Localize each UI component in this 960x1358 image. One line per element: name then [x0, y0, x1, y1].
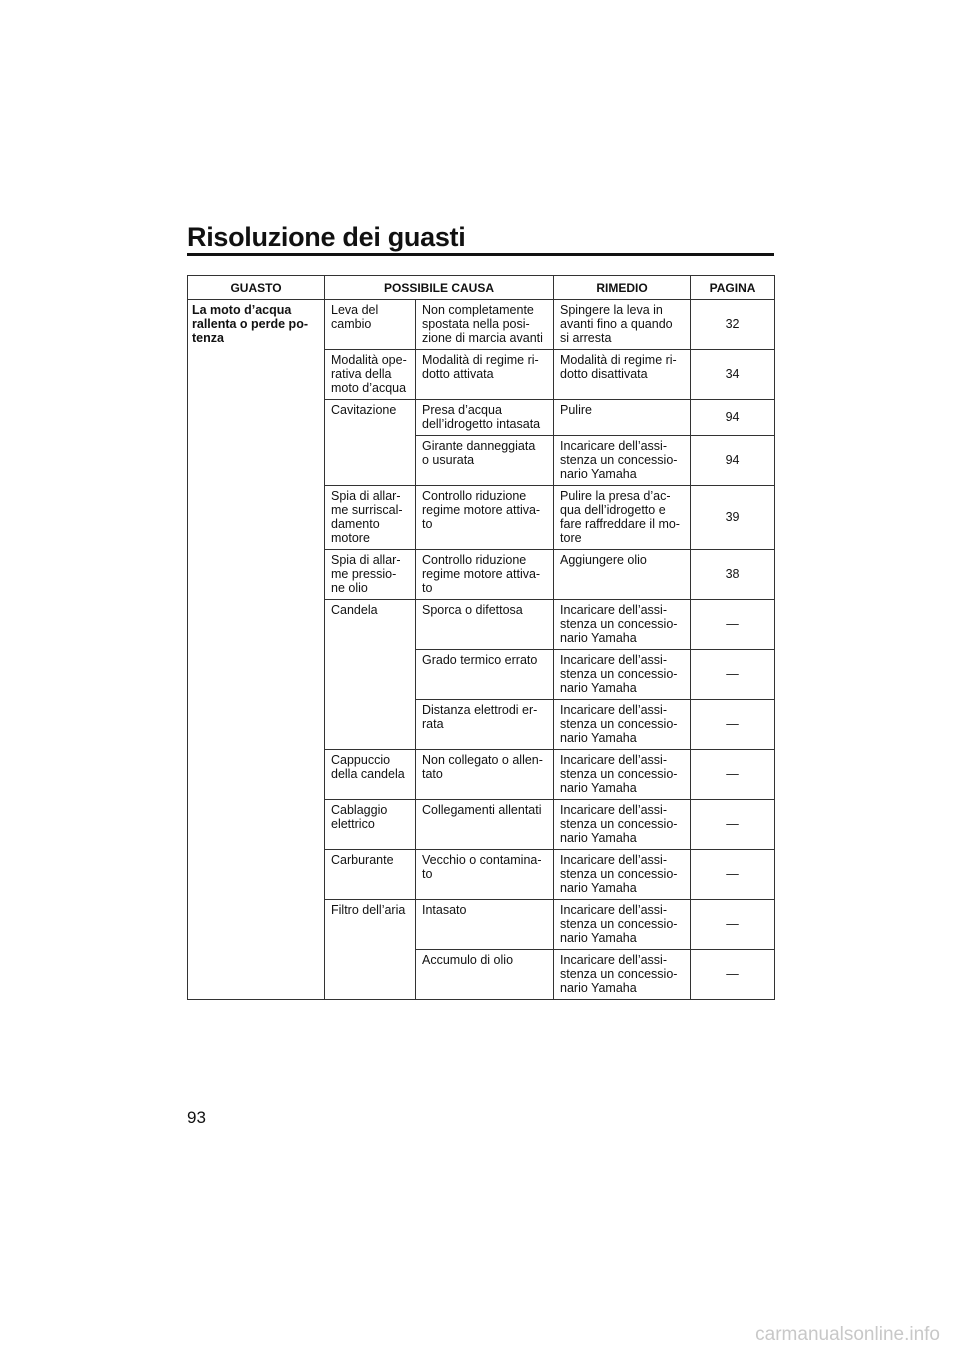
- cause-cell: Non collegato o allen- tato: [416, 750, 554, 800]
- page-ref-cell: —: [691, 600, 775, 650]
- page-ref-cell: —: [691, 800, 775, 850]
- cause-cell: Girante danneggiata o usurata: [416, 436, 554, 486]
- cause-cell: Presa d’acqua dell’idrogetto intasata: [416, 400, 554, 436]
- page-ref-cell: —: [691, 750, 775, 800]
- component-cell: Carburante: [325, 850, 416, 900]
- cause-cell: Distanza elettrodi er- rata: [416, 700, 554, 750]
- header-possibile-causa: POSSIBILE CAUSA: [325, 276, 554, 300]
- remedy-cell: Incaricare dell’assi- stenza un concessio- nario Yamaha: [554, 650, 691, 700]
- component-cell: Spia di allar- me surriscal- damento motore: [325, 486, 416, 550]
- remedy-cell: Incaricare dell’assi- stenza un concessio- nario Yamaha: [554, 600, 691, 650]
- component-cell: Cablaggio elettrico: [325, 800, 416, 850]
- component-cell: Filtro dell’aria: [325, 900, 416, 1000]
- remedy-cell: Incaricare dell’assi- stenza un concessio- nario Yamaha: [554, 850, 691, 900]
- troubleshooting-table: [187, 275, 775, 1000]
- remedy-cell: Modalità di regime ri- dotto disattivata: [554, 350, 691, 400]
- remedy-cell: Aggiungere olio: [554, 550, 691, 600]
- remedy-cell: Incaricare dell’assi- stenza un concessio- nario Yamaha: [554, 750, 691, 800]
- table-row: [188, 300, 775, 350]
- cause-cell: Controllo riduzione regime motore attiva- to: [416, 550, 554, 600]
- remedy-cell: Incaricare dell’assi- stenza un concessio- nario Yamaha: [554, 700, 691, 750]
- remedy-cell: Pulire: [554, 400, 691, 436]
- page-ref-cell: 34: [691, 350, 775, 400]
- remedy-cell: Incaricare dell’assi- stenza un concessio- nario Yamaha: [554, 900, 691, 950]
- table-header-row: [188, 276, 775, 300]
- header-guasto: GUASTO: [188, 276, 325, 300]
- header-rimedio: RIMEDIO: [554, 276, 691, 300]
- remedy-cell: Pulire la presa d’ac- qua dell’idrogetto e fare raffreddare il mo- tore: [554, 486, 691, 550]
- page-ref-cell: 38: [691, 550, 775, 600]
- page-ref-cell: —: [691, 900, 775, 950]
- page-ref-cell: 94: [691, 436, 775, 486]
- component-cell: Spia di allar- me pressio- ne olio: [325, 550, 416, 600]
- cause-cell: Accumulo di olio: [416, 950, 554, 1000]
- component-cell: Leva del cambio: [325, 300, 416, 350]
- header-pagina: PAGINA: [691, 276, 775, 300]
- page-ref-cell: —: [691, 700, 775, 750]
- cause-cell: Modalità di regime ri- dotto attivata: [416, 350, 554, 400]
- symptom-cell: La moto d’acqua rallenta o perde po- tenza: [188, 300, 325, 1000]
- remedy-cell: Spingere la leva in avanti fino a quando si arresta: [554, 300, 691, 350]
- page-ref-cell: —: [691, 650, 775, 700]
- page-ref-cell: 32: [691, 300, 775, 350]
- cause-cell: Non completamente spostata nella posi- zione di marcia avanti: [416, 300, 554, 350]
- cause-cell: Grado termico errato: [416, 650, 554, 700]
- remedy-cell: Incaricare dell’assi- stenza un concessio- nario Yamaha: [554, 800, 691, 850]
- cause-cell: Controllo riduzione regime motore attiva- to: [416, 486, 554, 550]
- cause-cell: Vecchio o contamina- to: [416, 850, 554, 900]
- cause-cell: Collegamenti allentati: [416, 800, 554, 850]
- title-divider: [187, 253, 774, 256]
- watermark: carmanualsonline.info: [755, 1324, 940, 1345]
- component-cell: Modalità ope- rativa della moto d’acqua: [325, 350, 416, 400]
- page-ref-cell: —: [691, 950, 775, 1000]
- page-number: 93: [187, 1108, 206, 1127]
- page-ref-cell: —: [691, 850, 775, 900]
- remedy-cell: Incaricare dell’assi- stenza un concessio- nario Yamaha: [554, 950, 691, 1000]
- page-title: Risoluzione dei guasti: [187, 222, 466, 252]
- component-cell: Cavitazione: [325, 400, 416, 486]
- remedy-cell: Incaricare dell’assi- stenza un concessio- nario Yamaha: [554, 436, 691, 486]
- cause-cell: Sporca o difettosa: [416, 600, 554, 650]
- component-cell: Cappuccio della candela: [325, 750, 416, 800]
- cause-cell: Intasato: [416, 900, 554, 950]
- page-ref-cell: 94: [691, 400, 775, 436]
- page-ref-cell: 39: [691, 486, 775, 550]
- component-cell: Candela: [325, 600, 416, 750]
